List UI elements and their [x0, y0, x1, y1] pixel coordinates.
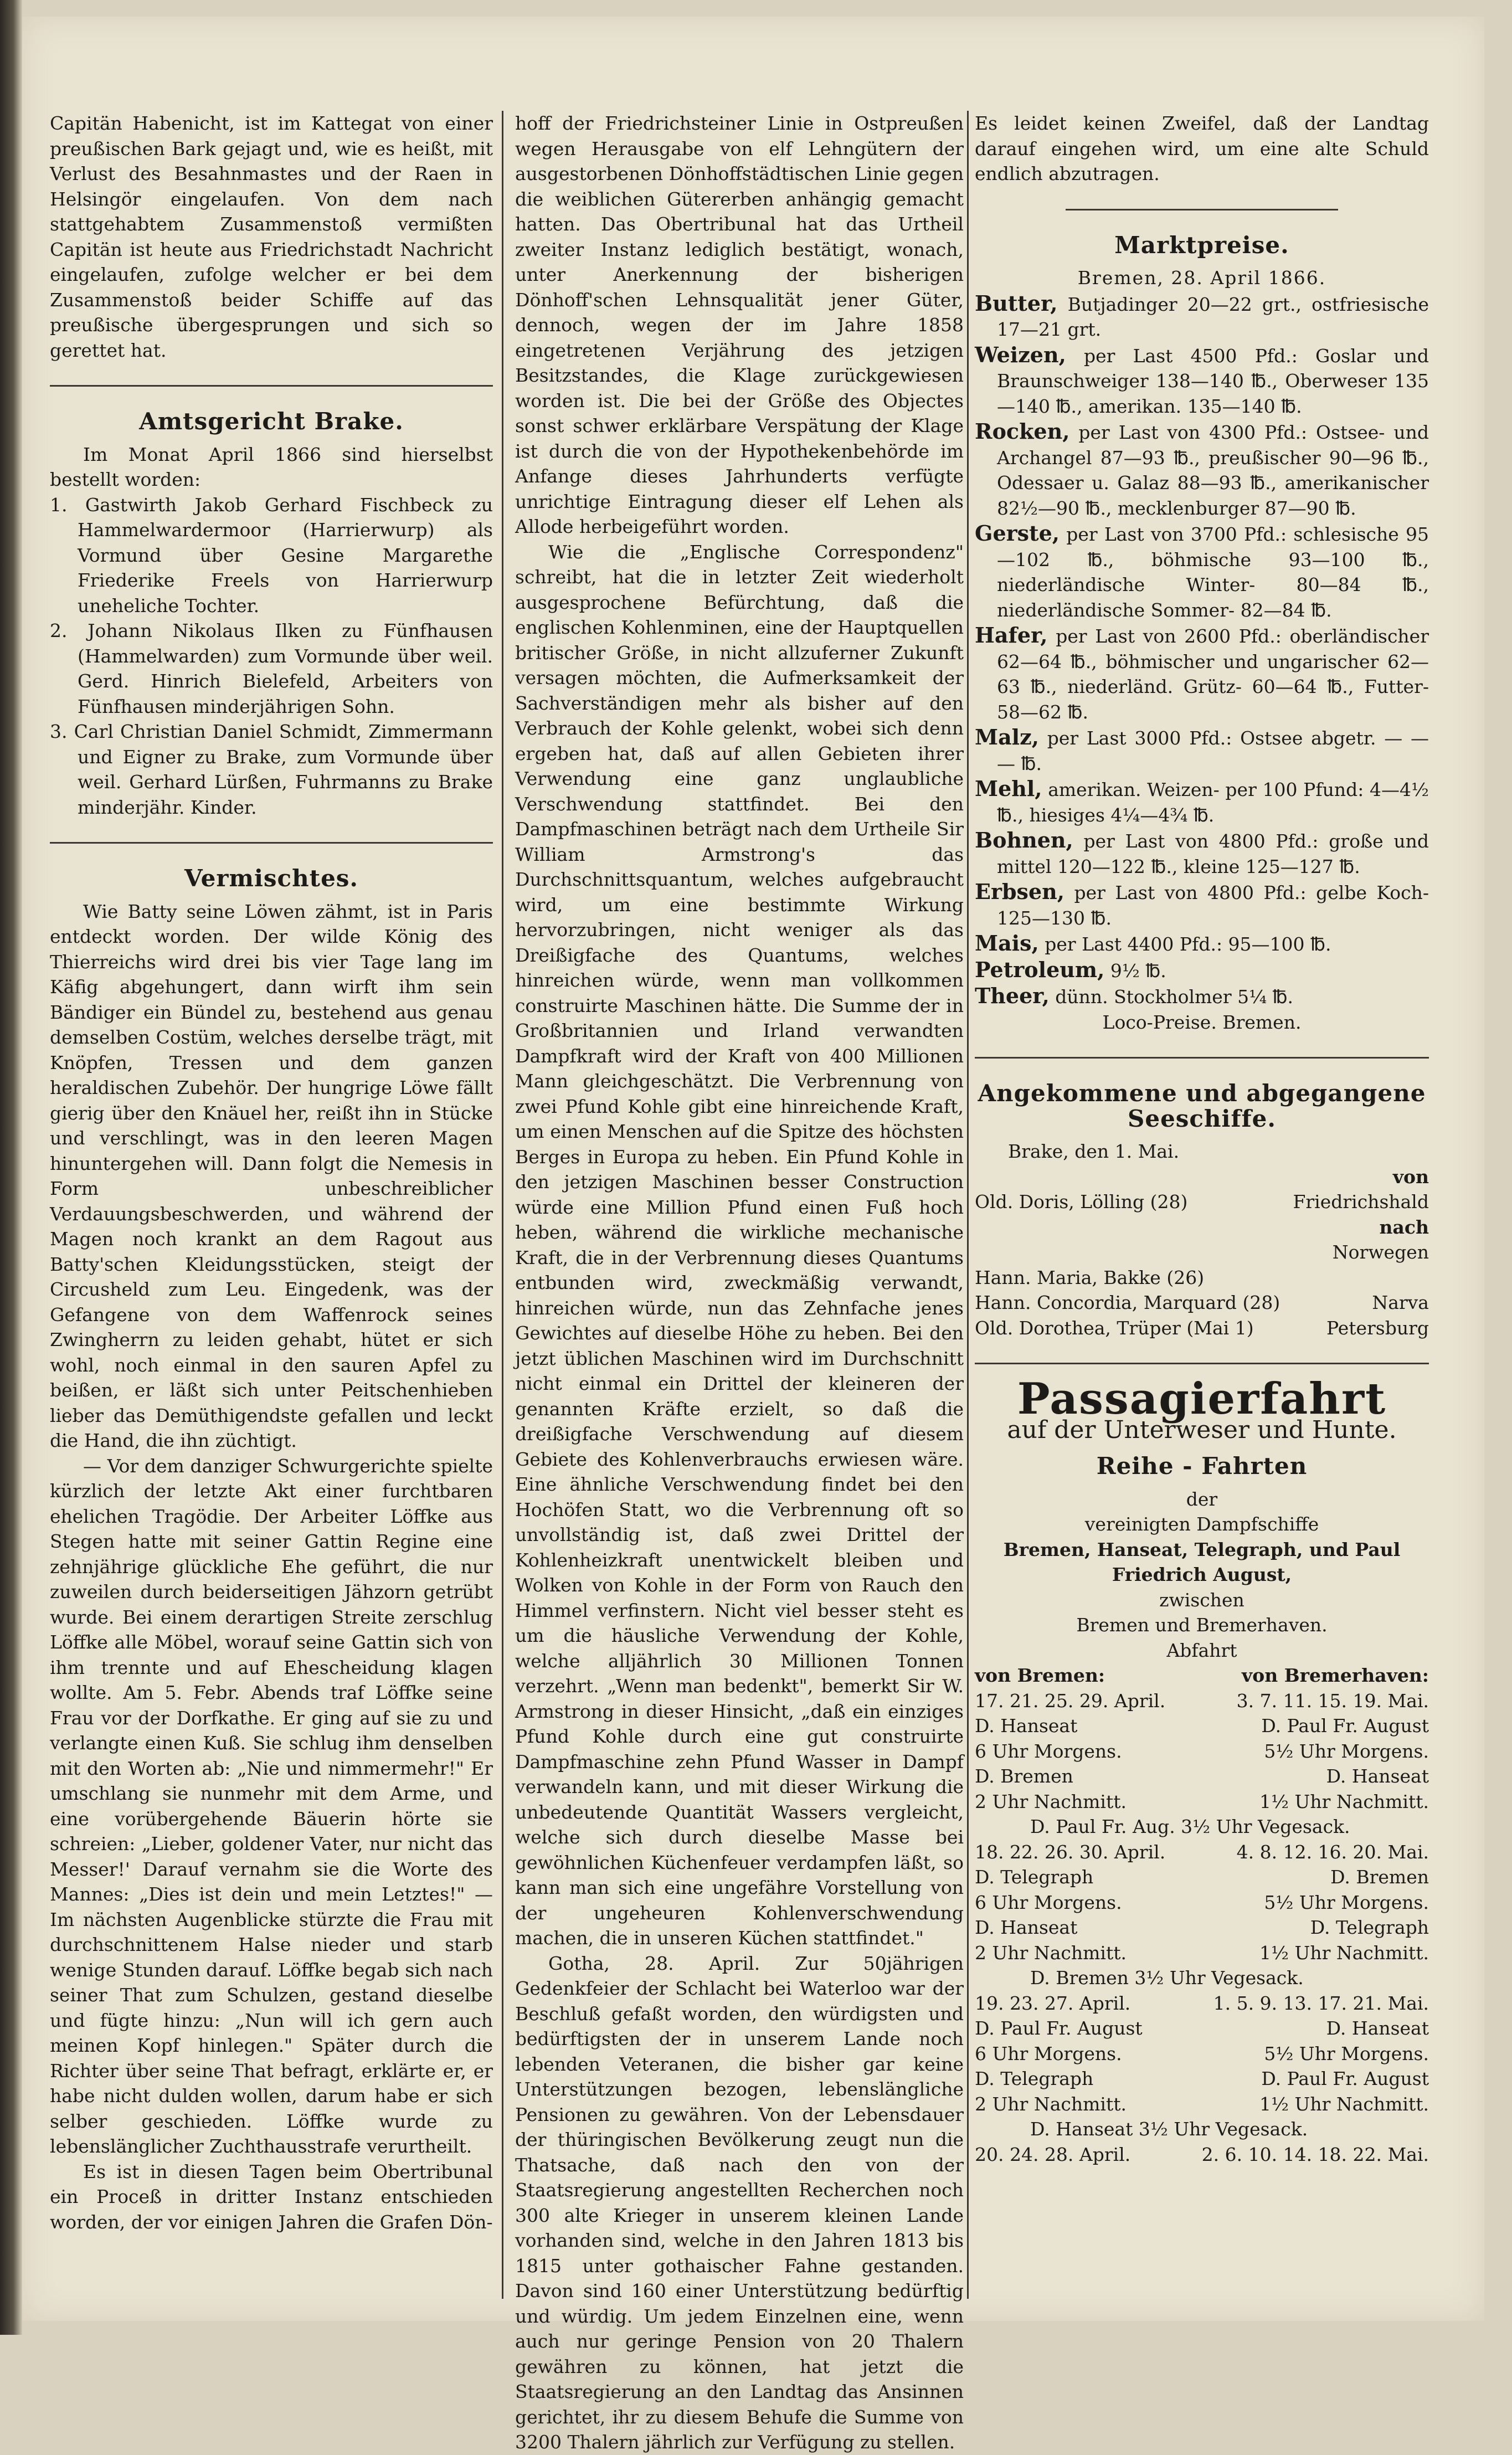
article-text: Capitän Habenicht, ist im Kattegat von einer preußischen Bark gejagt und, wie es heißt, mit Verlust des Besahnmastes und der Raen in Helsingör eingelaufen. Von dem nach stattgehabtem Zusammenstoß vermißten Capitän ist heute aus Friedrichstadt Nachricht eingelaufen, zufolge welcher er bei dem Zusammenstoß beider Schiffe auf das preußische übergesprungen und sich so gerettet hat.	[50, 112, 493, 361]
schedule-cell-bremerhaven: D. Paul Fr. August	[1261, 2068, 1429, 2089]
commodity: Hafer,	[975, 623, 1048, 648]
schedule-cell-bremen: 17. 21. 25. 29. April.	[975, 1689, 1166, 1712]
ships-dateline: Brake, den 1. Mai.	[1008, 1141, 1180, 1162]
section-divider	[975, 1057, 1429, 1059]
schedule-row	[975, 1739, 1429, 1764]
ship-row	[975, 1290, 1429, 1316]
court-item: 1. Gastwirth Jakob Gerhard Fischbeck zu Hammelwardermoor (Harrierwurp) als Vormund über Gesine Margarethe Friederike Freels von Harrierwurp uneheliche Tochter.	[50, 494, 493, 617]
commodity: Malz,	[975, 725, 1039, 749]
schedule-cell-bremen: 2 Uhr Nachmitt.	[975, 2093, 1127, 2115]
ship-name: Old. Dorothea, Trüper (Mai 1)	[975, 1317, 1254, 1339]
schedule-cell-bremerhaven: D. Hanseat	[1326, 2017, 1429, 2039]
schedule-cell-bremen: 2 Uhr Nachmitt.	[975, 1790, 1127, 1812]
schedule-row	[975, 1789, 1429, 1815]
ship-row	[975, 1316, 1429, 1341]
schedule-row	[975, 2016, 1429, 2041]
price: per Last von 4800 Pfd.: große und mittel 120—122 ℔., kleine 125—127 ℔.	[997, 830, 1429, 877]
schedule-cell-bremen: 6 Uhr Morgens.	[975, 1740, 1122, 1762]
column-2	[515, 111, 964, 2455]
section-heading-misc: Vermischtes.	[184, 865, 359, 892]
schedule-row	[975, 1688, 1429, 1714]
commodity: Butter,	[975, 290, 1058, 316]
schedule-table	[975, 1688, 1429, 2168]
price: dünn. Stockholmer 5¼ ℔.	[1055, 986, 1294, 1008]
schedule-route: Bremen und Bremerhaven.	[1076, 1614, 1328, 1636]
schedule-cell-bremerhaven: 5½ Uhr Morgens.	[1264, 1740, 1429, 1762]
book-binding	[0, 0, 22, 2335]
schedule-cell-bremen: D. Hanseat 3½ Uhr Vegesack.	[1030, 2118, 1308, 2140]
section-divider	[50, 385, 493, 387]
schedule-zwischen: zwischen	[1159, 1589, 1244, 1611]
schedule-cell-bremerhaven: D. Telegraph	[1310, 1917, 1429, 1938]
schedule-cell-bremerhaven: 1½ Uhr Nachmitt.	[1259, 1790, 1429, 1812]
section-divider	[975, 1363, 1429, 1364]
price: per Last von 2600 Pfd.: oberländischer 62—64 ℔., böhmischer und ungarischer 62—63 ℔., niederländ. Grütz- 60—64 ℔., Futter- 58—62 ℔.	[997, 625, 1429, 723]
commodity: Weizen,	[975, 342, 1066, 367]
schedule-ships: Bremen, Hanseat, Telegraph, und Paul Friedrich August,	[1003, 1538, 1401, 1585]
schedule-cell-bremerhaven: D. Paul Fr. August	[1261, 1715, 1429, 1737]
ship-row	[975, 1189, 1429, 1215]
price: per Last von 4800 Pfd.: gelbe Koch- 125—130 ℔.	[997, 882, 1429, 929]
newspaper-page	[22, 17, 1484, 2453]
schedule-row	[975, 2117, 1429, 2142]
schedule-cell-bremerhaven: 1. 5. 9. 13. 17. 21. Mai.	[1213, 1992, 1429, 2014]
market-row	[975, 931, 1429, 957]
section-heading-ships: Angekommene und abgegangene Seeschiffe.	[978, 1080, 1426, 1132]
schedule-header	[975, 1663, 1429, 1688]
schedule-row	[975, 1965, 1429, 1991]
schedule-cell-bremen: D. Bremen	[975, 1765, 1073, 1787]
commodity: Erbsen,	[975, 879, 1064, 904]
commodity: Bohnen,	[975, 828, 1073, 852]
court-intro: Im Monat April 1866 sind hierselbst bestellt worden:	[50, 443, 493, 490]
market-row	[975, 983, 1429, 1010]
schedule-row	[975, 1840, 1429, 1865]
passenger-subheading: auf der Unterweser und Hunte.	[1007, 1415, 1397, 1444]
ship-port: Friedrichshald	[1293, 1191, 1429, 1213]
schedule-row	[975, 1865, 1429, 1890]
market-row	[975, 623, 1429, 725]
article-text: Es leidet keinen Zweifel, daß der Landtag darauf eingehen wird, um eine alte Schuld endlich abzutragen.	[975, 112, 1429, 184]
price: Butjadinger 20—22 grt., ostfriesische 17—21 grt.	[997, 293, 1429, 340]
commodity: Gerste,	[975, 521, 1060, 546]
price: amerikan. Weizen- per 100 Pfund: 4—4½ ℔., hiesiges 4¼—4¾ ℔.	[997, 779, 1429, 826]
schedule-cell-bremerhaven: 5½ Uhr Morgens.	[1264, 1891, 1429, 1913]
schedule-cell-bremen: D. Hanseat	[975, 1917, 1078, 1938]
price: per Last 3000 Pfd.: Ostsee abgetr. — — — ℔.	[997, 727, 1429, 774]
market-prices	[975, 291, 1429, 1010]
schedule-row	[975, 2066, 1429, 2092]
schedule-row	[975, 1890, 1429, 1915]
price: per Last 4400 Pfd.: 95—100 ℔.	[1045, 933, 1331, 955]
column-rule	[967, 111, 969, 2299]
schedule-cell-bremen: D. Hanseat	[975, 1715, 1078, 1737]
schedule-cell-bremen: D. Telegraph	[975, 2068, 1094, 2089]
schedule-cell-bremerhaven: 1½ Uhr Nachmitt.	[1259, 1942, 1429, 1964]
section-divider	[50, 842, 493, 844]
passenger-heading: Passagierfahrt	[1017, 1374, 1387, 1424]
schedule-row	[975, 1814, 1429, 1840]
ship-port: Narva	[1372, 1292, 1429, 1313]
article-text: Wie Batty seine Löwen zähmt, ist in Paris entdeckt worden. Der wilde König des Thierreichs wird drei bis vier Tage lang im Käfig abgehungert, dann wirft ihm sein Bändiger ein Bündel zu, bestehend aus genau demselben Costüm, welches derselbe trägt, mit Knöpfen, Tressen und dem ganzen heraldischen Zubehör. Der hungrige Löwe fällt gierig über den Knäuel her, reißt ihn in Stücke und verschlingt, was in den leeren Magen hinuntergehen will. Dann folgt die Nemesis in Form unbeschreiblicher Verdauungsbeschwerden, und während der Magen noch krankt an dem Ragout aus Batty'schen Kleidungsstücken, steigt der Circusheld zum Leu. Eingedenk, was der Gefangene von dem Waffenrock seines Zwingherrn zu leiden gehabt, hütet er sich wohl, noch einmal in den sauren Apfel zu beißen, er läßt sich unter Peitschenhieben lieber das Demüthigendste gefallen und leckt die Hand, die ihn züchtigt.	[50, 900, 493, 1451]
schedule-from-right: von Bremerhaven:	[1242, 1665, 1429, 1686]
market-row	[975, 776, 1429, 828]
commodity: Mehl,	[975, 776, 1042, 801]
schedule-cell-bremerhaven: 4. 8. 12. 16. 20. Mai.	[1236, 1841, 1429, 1863]
ships-von-label: von	[1392, 1165, 1429, 1188]
schedule-cell-bremerhaven: 2. 6. 10. 14. 18. 22. Mai.	[1201, 2143, 1429, 2165]
article-text: — Vor dem danziger Schwurgerichte spielte kürzlich der letzte Akt einer furchtbaren ehelichen Tragödie. Der Arbeiter Löffke aus Stegen hatte mit seiner Gattin Regine eine zehnjährige glückliche Ehe geführt, die nur zuweilen durch beiderseitigen Jähzorn getrübt wurde. Bei einem derartigen Streite zerschlug Löffke alle Möbel, worauf seine Gattin sich von ihm trennte und auf Ehescheidung klagen wollte. Am 5. Febr. Abends traf Löffke seine Frau vor der Dorfkathe. Er ging auf sie zu und verlangte einen Kuß. Sie schlug ihm denselben mit den Worten ab: „Nie und nimmermehr!" Er umschlang sie nunmehr mit dem Arme, und eine vorübergehende Bäuerin hörte sie schreien: „Lieber, goldener Vater, nur nicht das Messer!' Darauf vernahm sie die Worte des Mannes: „Dies ist dein und mein Letztes!" — Im nächsten Augenblicke stürzte die Frau mit durchschnittenem Halse nieder und starb wenige Stunden darauf. Löffke begab sich nach seiner That zum Schulzen, gestand dieselbe und fügte hinzu: „Nun will ich gern auch meinen Kopf hinlegen." Später durch die Richter über seine That befragt, erklärte er, er habe nicht dulden wollen, darum habe er sich selber geschieden. Löffke wurde zu lebenslänglicher Zuchthausstrafe verurtheilt.	[50, 1455, 493, 2157]
column-3	[975, 111, 1429, 2167]
price: per Last von 4300 Pfd.: Ostsee- und Archangel 87—93 ℔., preußischer 90—96 ℔., Odessaer u. Galaz 88—93 ℔., amerikanischer 82½—90 ℔., mecklenburger 87—90 ℔.	[997, 422, 1429, 519]
schedule-row	[975, 1940, 1429, 1966]
schedule-cell-bremerhaven: 1½ Uhr Nachmitt.	[1259, 2093, 1429, 2115]
schedule-cell-bremen: D. Paul Fr. Aug. 3½ Uhr Vegesack.	[1030, 1816, 1350, 1837]
schedule-cell-bremerhaven: 3. 7. 11. 15. 19. Mai.	[1236, 1689, 1429, 1712]
market-row	[975, 419, 1429, 521]
market-row	[975, 342, 1429, 419]
schedule-cell-bremen: D. Telegraph	[975, 1866, 1094, 1888]
ship-port: Norwegen	[1332, 1241, 1429, 1263]
schedule-cell-bremerhaven: D. Bremen	[1330, 1866, 1429, 1888]
article-text: Wie die „Englische Correspondenz" schreibt, hat die in letzter Zeit wiederholt ausgesprochene Befürchtung, daß die englischen Kohlenminen, eine der Hauptquellen britischer Größe, in nicht allzuferner Zukunft versagen möchten, die Aufmerksamkeit der Sachverständigen mehr als bisher auf den Verbrauch der Kohle gelenkt, wobei sich denn ergeben hat, daß auf allen Gebieten ihrer Verwendung eine ganz unglaubliche Verschwendung stattfindet. Bei den Dampfmaschinen beträgt nach dem Urtheile Sir William Armstrong's das Durchschnittsquantum, welches aufgebraucht wird, um eine bestimmte Wirkung hervorzubringen, nicht weniger als das Dreißigfache des Quantums, welches hinreichen würde, wenn man vollkommen construirte Maschinen hätte. Die Summe der in Großbritannien und Irland verwandten Dampfkraft wird der Kraft von 400 Millionen Mann gleichgeschätzt. Die Verbrennung von zwei Pfund Kohle gibt eine hinreichende Kraft, um einen Menschen auf die Spitze des höchsten Berges in Europa zu heben. Ein Pfund Kohle in den jetzigen Maschinen besser Construction würde eine Million Pfund einen Fuß hoch heben, während die wirkliche mechanische Kraft, die in der Verbrennung dieses Quantums entbunden wird, zweckmäßig verwandt, hinreichen würde, nun das Zehnfache jenes Gewichtes auf dieselbe Höhe zu heben. Bei den jetzt üblichen Maschinen wird im Durchschnitt nicht einmal ein Drittel der kleineren der genannten Kräfte erzielt, so daß die dreißigfache Verschwendung auf diesem Gebiete des Kohlenverbrauchs erwiesen wäre. Eine ähnliche Verschwendung findet bei den Hochöfen Statt, wo die Verbrennung oft so unvollständig ist, daß zwei Drittel der Kohlenheizkraft unentwickelt bleiben und Wolken von Kohle in der Form von Rauch den Himmel verfinstern. Nicht viel besser steht es um die häusliche Verwendung der Kohle, welche alljährlich 30 Millionen Tonnen verzehrt. „Wenn man bedenkt", bemerkt Sir W. Armstrong in dieser Hinsicht, „daß ein einziges Pfund Kohle durch eine gut construirte Dampfmaschine zehn Pfund Wasser in Dampf verwandeln kann, und mit dieser Wirkung die unbedeutende Quantität Wassers vergleicht, welche sich durch dieselbe Masse bei gewöhnlichen Küchenfeuer verdampfen läßt, so kann man sich eine ungefähre Vorstellung von der ungeheuren Kohlenverschwendung machen, die in unseren Küchen stattfindet."	[515, 541, 964, 1949]
column-1	[50, 111, 493, 2235]
schedule-abfahrt: Abfahrt	[1166, 1639, 1237, 1661]
commodity: Mais,	[975, 931, 1039, 956]
schedule-heading: Reihe - Fahrten	[1096, 1452, 1308, 1480]
ship-row	[975, 1240, 1429, 1265]
schedule-row	[975, 2092, 1429, 2117]
section-heading-court: Amtsgericht Brake.	[139, 408, 404, 435]
market-row	[975, 957, 1429, 984]
commodity: Petroleum,	[975, 957, 1105, 982]
schedule-cell-bremerhaven: 5½ Uhr Morgens.	[1264, 2042, 1429, 2064]
schedule-row	[975, 1764, 1429, 1789]
schedule-cell-bremen: 2 Uhr Nachmitt.	[975, 1942, 1127, 1964]
market-row	[975, 291, 1429, 342]
price: per Last von 3700 Pfd.: schlesische 95—102 ℔., böhmische 93—100 ℔., niederländische Winter- 80—84 ℔., niederländische Sommer- 82—84 ℔.	[997, 523, 1429, 621]
schedule-cell-bremen: 18. 22. 26. 30. April.	[975, 1841, 1166, 1863]
commodity: Rocken,	[975, 419, 1070, 444]
article-text: Es ist in diesen Tagen beim Obertribunal ein Proceß in dritter Instanz entschieden worden, der vor einigen Jahren die Grafen Dön-	[50, 2160, 493, 2233]
court-item: 2. Johann Nikolaus Ilken zu Fünfhausen (Hammelwarden) zum Vormunde über weil. Gerd. Hinrich Bielefeld, Arbeiters von Fünfhausen minderjährigen Sohn.	[50, 620, 493, 717]
schedule-cell-bremen: D. Bremen 3½ Uhr Vegesack.	[1030, 1967, 1304, 1989]
court-list	[50, 492, 493, 820]
commodity: Theer,	[975, 983, 1050, 1008]
section-divider	[1066, 209, 1338, 210]
price: 9½ ℔.	[1110, 959, 1166, 982]
schedule-row	[975, 2142, 1429, 2168]
schedule-der: der	[1186, 1488, 1218, 1510]
schedule-row	[975, 1713, 1429, 1739]
schedule-cell-bremerhaven: D. Hanseat	[1326, 1765, 1429, 1787]
market-row	[975, 521, 1429, 623]
schedule-from-left: von Bremen:	[975, 1665, 1105, 1686]
schedule-cell-bremen: 19. 23. 27. April.	[975, 1992, 1131, 2014]
market-footer: Loco-Preise. Bremen.	[1102, 1011, 1302, 1033]
schedule-row	[975, 2041, 1429, 2067]
ship-row	[975, 1265, 1429, 1291]
section-heading-market: Marktpreise.	[1114, 231, 1289, 259]
court-item: 3. Carl Christian Daniel Schmidt, Zimmermann und Eigner zu Brake, zum Vormunde über weil. Gerhard Lürßen, Fuhrmanns zu Brake minderjähr. Kinder.	[50, 721, 493, 818]
article-text: Gotha, 28. April. Zur 50jährigen Gedenkfeier der Schlacht bei Waterloo war der Beschluß gefaßt worden, den würdigsten und bedürftigsten der in unserem Lande noch lebenden Veteranen, die bisher gar keine Unterstützungen bezogen, lebenslängliche Pensionen zu gewähren. Von der Lebensdauer der thüringischen Bevölkerung zeugt nun die Thatsache, daß nach den von der Staatsregierung angestellten Recherchen noch 300 alte Krieger in unserem kleinen Lande vorhanden sind, welche in den Jahren 1813 bis 1815 unter gothaischer Fahne gestanden. Davon sind 160 einer Unterstützung bedürftig und würdig. Um jedem Einzelnen eine, wenn auch nur geringe Pension von 20 Thalern gewähren zu können, hat jetzt die Staatsregierung an den Landtag das Ansinnen gerichtet, ihr zu diesem Behufe die Summe von 3200 Thalern jährlich zur Verfügung zu stellen.	[515, 1952, 964, 2453]
schedule-cell-bremen: 6 Uhr Morgens.	[975, 1891, 1122, 1913]
price: per Last 4500 Pfd.: Goslar und Braunschweiger 138—140 ℔., Oberweser 135—140 ℔., amerikan. 135—140 ℔.	[997, 345, 1429, 417]
market-row	[975, 725, 1429, 776]
schedule-row	[975, 1991, 1429, 2016]
market-row	[975, 828, 1429, 879]
column-rule	[502, 111, 503, 2299]
market-dateline: Bremen, 28. April 1866.	[1077, 267, 1326, 289]
ship-name: Old. Doris, Lölling (28)	[975, 1191, 1188, 1213]
market-row	[975, 879, 1429, 931]
ship-name: Hann. Maria, Bakke (26)	[975, 1266, 1205, 1288]
ship-port: Petersburg	[1326, 1317, 1429, 1339]
schedule-cell-bremen: D. Paul Fr. August	[975, 2017, 1143, 2039]
article-text: hoff der Friedrichsteiner Linie in Ostpreußen wegen Herausgabe von elf Lehngütern der ausgestorbenen Dönhoffstädtischen Linie gegen die weiblichen Gütererben anhängig gemacht hatten. Das Obertribunal hat das Urtheil zweiter Instanz lediglich bestätigt, wonach, unter Anerkennung der bisherigen Dönhoff'schen Lehnsqualität jener Güter, dennoch, wegen der im Jahre 1858 eingetretenen Verjährung des jetzigen Besitzstandes, die Klage zurückgewiesen worden ist. Die bei der Größe des Objectes sonst schwer erklärbare Verspätung der Klage ist durch die von der Hypothekenbehörde im Anfange dieses Jahrhunderts verfügte unrichtige Eintragung dieser elf Lehen als Allode herbeigeführt worden.	[515, 112, 964, 537]
schedule-cell-bremen: 20. 24. 28. April.	[975, 2143, 1131, 2165]
ship-name: Hann. Concordia, Marquard (28)	[975, 1292, 1280, 1313]
schedule-row	[975, 1915, 1429, 1940]
schedule-vereinigten: vereinigten Dampfschiffe	[1084, 1513, 1319, 1535]
ships-nach-label: nach	[1379, 1216, 1429, 1238]
schedule-cell-bremen: 6 Uhr Morgens.	[975, 2042, 1122, 2064]
